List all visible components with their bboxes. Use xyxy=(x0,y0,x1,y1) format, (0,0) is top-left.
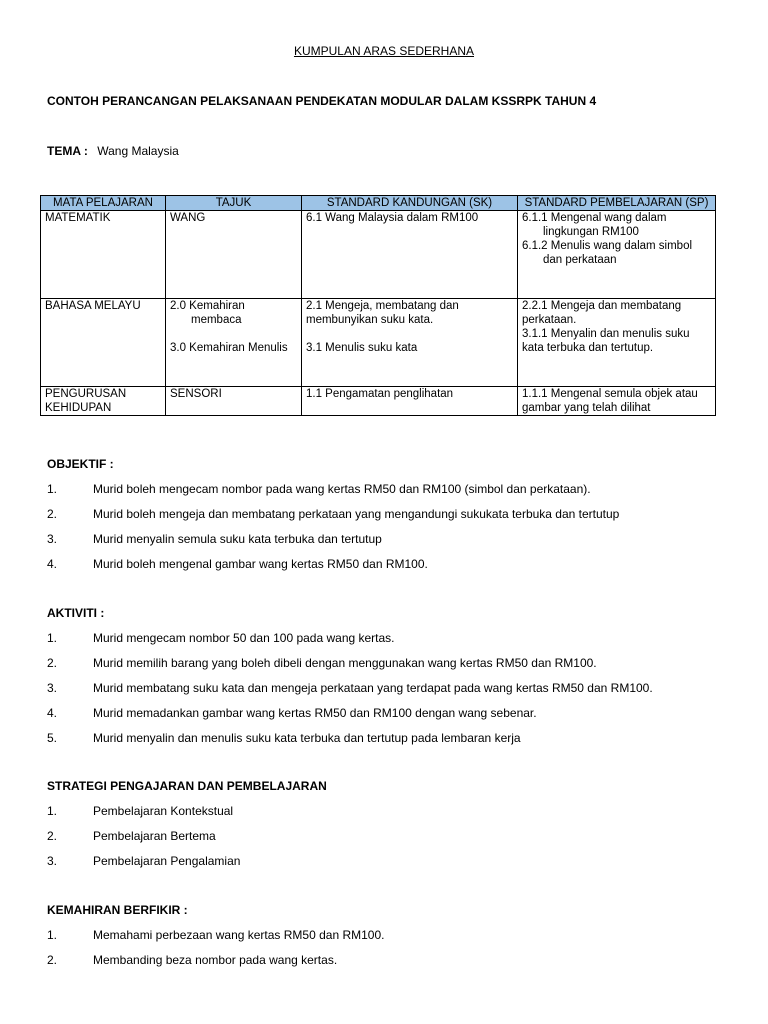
list-number: 3. xyxy=(47,854,58,868)
cell-tajuk xyxy=(166,299,302,387)
sp-item: 6.1.1 Mengenal wang dalam lingkungan RM100 xyxy=(522,212,667,238)
list-number: 3. xyxy=(47,532,58,546)
tema-line xyxy=(47,144,179,158)
list-text: Pembelajaran Kontekstual xyxy=(93,804,234,818)
kemahiran-section xyxy=(47,903,727,978)
sk-item: 2.1 Mengeja, membatang dan membunyikan suku kata. xyxy=(306,300,459,326)
sk-item: 3.1 Menulis suku kata xyxy=(306,342,418,354)
sp-item: 1.1.1 Mengenal semula objek atau gambar yang telah dilihat xyxy=(522,388,698,414)
list-text: Pembelajaran Pengalamian xyxy=(93,854,241,868)
list-text: Murid membatang suku kata dan mengeja perkataan yang terdapat pada wang kertas RM50 dan RM100. xyxy=(93,681,653,695)
tema-value: Wang Malaysia xyxy=(97,144,179,158)
strategi-heading: STRATEGI PENGAJARAN DAN PEMBELAJARAN xyxy=(47,779,327,793)
header-tajuk: TAJUK xyxy=(166,196,302,211)
list-number: 2. xyxy=(47,829,58,843)
sk-item: 6.1 Wang Malaysia dalam RM100 xyxy=(306,212,479,224)
list-item xyxy=(47,557,727,582)
header-sp: STANDARD PEMBELAJARAN (SP) xyxy=(518,196,716,211)
list-item xyxy=(47,681,727,706)
planning-table xyxy=(40,195,716,416)
list-item xyxy=(47,804,727,829)
list-text: Murid menyalin semula suku kata terbuka dan tertutup xyxy=(93,532,382,546)
list-text: Memahami perbezaan wang kertas RM50 dan RM100. xyxy=(93,928,385,942)
objektif-section xyxy=(47,457,727,582)
list-number: 2. xyxy=(47,656,58,670)
tajuk-item: 3.0 Kemahiran Menulis xyxy=(170,342,288,354)
sk-item: 1.1 Pengamatan penglihatan xyxy=(306,388,454,400)
list-text: Murid menyalin dan menulis suku kata terbuka dan tertutup pada lembaran kerja xyxy=(93,731,521,745)
cell-sp xyxy=(518,211,716,299)
list-text: Membanding beza nombor pada wang kertas. xyxy=(93,953,338,967)
cell-sk xyxy=(302,387,518,416)
table-row xyxy=(41,387,716,416)
list-item xyxy=(47,854,727,879)
tajuk-item: SENSORI xyxy=(170,388,222,400)
cell-sp xyxy=(518,299,716,387)
list-text: Murid boleh mengecam nombor pada wang kertas RM50 dan RM100 (simbol dan perkataan). xyxy=(93,482,591,496)
list-number: 4. xyxy=(47,706,58,720)
list-text: Murid boleh mengenal gambar wang kertas RM50 dan RM100. xyxy=(93,557,428,571)
cell-sk xyxy=(302,211,518,299)
group-title: KUMPULAN ARAS SEDERHANA xyxy=(293,44,475,58)
list-text: Murid memadankan gambar wang kertas RM50 dan RM100 dengan wang sebenar. xyxy=(93,706,537,720)
sp-item: 2.2.1 Mengeja dan membatang perkataan. xyxy=(522,300,682,326)
list-number: 1. xyxy=(47,804,58,818)
cell-tajuk xyxy=(166,211,302,299)
list-item xyxy=(47,656,727,681)
list-text: Pembelajaran Bertema xyxy=(93,829,216,843)
aktiviti-section xyxy=(47,606,727,756)
aktiviti-heading: AKTIVITI : xyxy=(47,606,105,620)
list-item xyxy=(47,706,727,731)
sp-item: 6.1.2 Menulis wang dalam simbol dan perkataan xyxy=(522,240,693,266)
list-text: Murid boleh mengeja dan membatang perkataan yang mengandungi sukukata terbuka dan tertutup xyxy=(93,507,620,521)
cell-sk xyxy=(302,299,518,387)
cell-tajuk xyxy=(166,387,302,416)
table-header-row xyxy=(41,196,716,211)
list-item xyxy=(47,507,727,532)
list-number: 2. xyxy=(47,507,58,521)
list-item xyxy=(47,731,727,756)
table-row xyxy=(41,211,716,299)
list-item xyxy=(47,532,727,557)
cell-subject: PENGURUSAN KEHIDUPAN xyxy=(41,387,166,416)
kemahiran-heading: KEMAHIRAN BERFIKIR : xyxy=(47,903,188,917)
list-item xyxy=(47,928,727,953)
list-text: Murid memilih barang yang boleh dibeli dengan menggunakan wang kertas RM50 dan RM100. xyxy=(93,656,597,670)
list-number: 5. xyxy=(47,731,58,745)
cell-subject: MATEMATIK xyxy=(41,211,166,299)
tajuk-item: 2.0 Kemahiran membaca xyxy=(170,300,245,326)
objektif-heading: OBJEKTIF : xyxy=(47,457,114,471)
tajuk-item: WANG xyxy=(170,212,206,224)
header-sk: STANDARD KANDUNGAN (SK) xyxy=(302,196,518,211)
list-number: 4. xyxy=(47,557,58,571)
table-row xyxy=(41,299,716,387)
sp-item: 3.1.1 Menyalin dan menulis suku kata terbuka dan tertutup. xyxy=(522,328,690,354)
list-item xyxy=(47,953,727,978)
cell-subject: BAHASA MELAYU xyxy=(41,299,166,387)
list-number: 2. xyxy=(47,953,58,967)
list-number: 1. xyxy=(47,482,58,496)
header-mata-pelajaran: MATA PELAJARAN xyxy=(41,196,166,211)
cell-sp xyxy=(518,387,716,416)
list-number: 1. xyxy=(47,631,58,645)
list-item xyxy=(47,631,727,656)
list-number: 1. xyxy=(47,928,58,942)
list-number: 3. xyxy=(47,681,58,695)
strategi-section xyxy=(47,779,727,879)
tema-label: TEMA : xyxy=(47,144,88,158)
list-text: Murid mengecam nombor 50 dan 100 pada wang kertas. xyxy=(93,631,395,645)
list-item xyxy=(47,482,727,507)
list-item xyxy=(47,829,727,854)
document-title: CONTOH PERANCANGAN PELAKSANAAN PENDEKATAN MODULAR DALAM KSSRPK TAHUN 4 xyxy=(47,94,597,108)
